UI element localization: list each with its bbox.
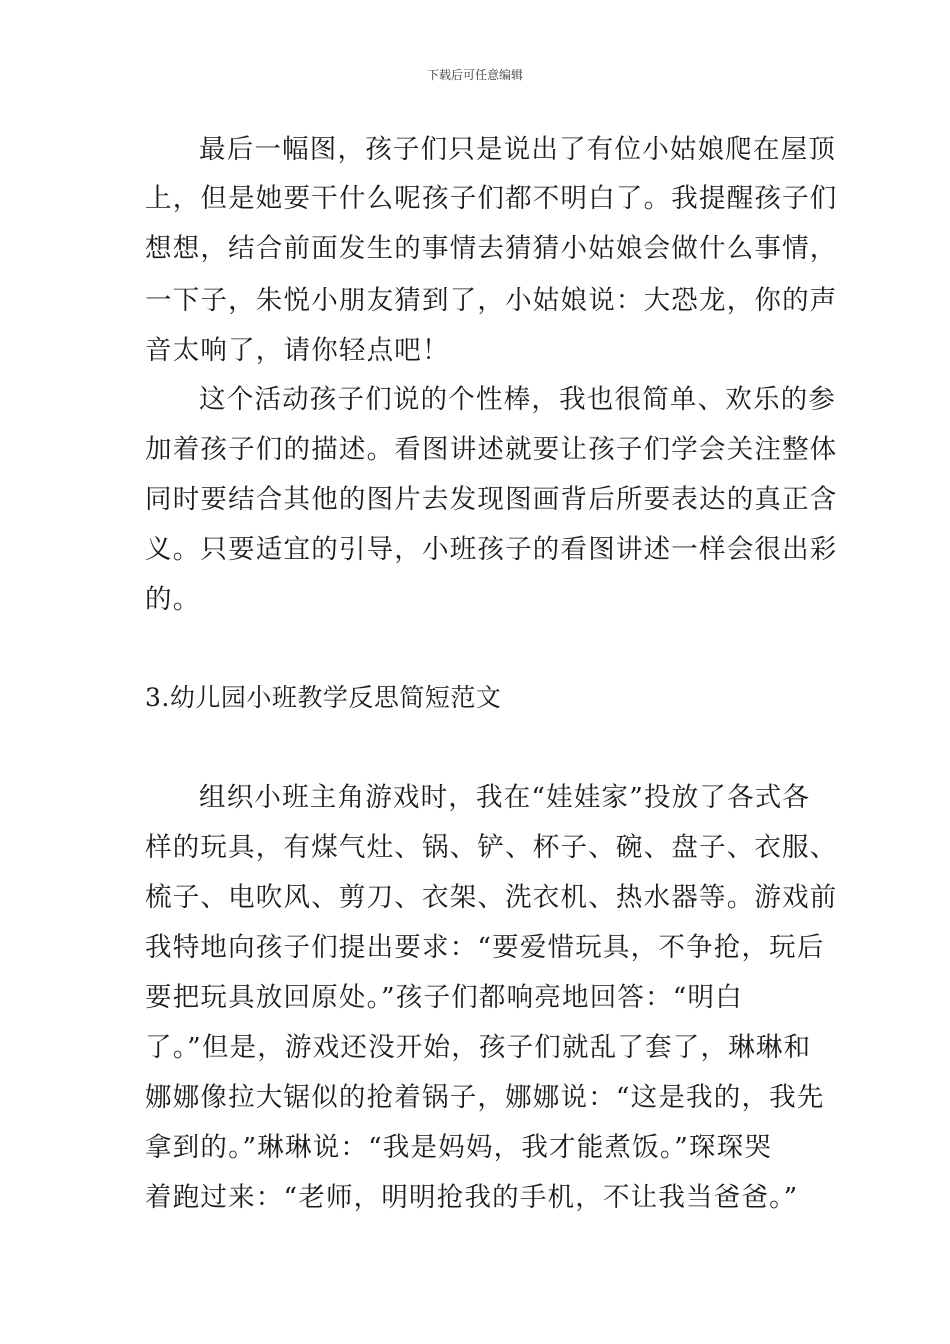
- paragraph-line: 娜娜像拉大锯似的抢着锅子，娜娜说：“这是我的，我先: [145, 1082, 825, 1113]
- paragraph-line: 着跑过来：“老师，明明抢我的手机，不让我当爸爸。”: [145, 1182, 799, 1213]
- paragraph-line: 这个活动孩子们说的个性棒，我也很简单、欢乐的参: [199, 384, 837, 415]
- paragraph-line: 最后一幅图，孩子们只是说出了有位小姑娘爬在屋顶: [199, 134, 837, 165]
- paragraph-line: 同时要结合其他的图片去发现图画背后所要表达的真正含: [145, 484, 838, 515]
- paragraph-line: 我特地向孩子们提出要求：“要爱惜玩具，不争抢，玩后: [145, 932, 825, 963]
- paragraph-line: 上，但是她要干什么呢孩子们都不明白了。我提醒孩子们: [145, 183, 838, 214]
- paragraph-line: 了。”但是，游戏还没开始，孩子们就乱了套了，琳琳和: [145, 1032, 812, 1063]
- paragraph-line: 加着孩子们的描述。看图讲述就要让孩子们学会关注整体: [145, 434, 838, 465]
- paragraph-line: 样的玩具，有煤气灶、锅、铲、杯子、碗、盘子、衣服、: [145, 832, 838, 863]
- paragraph-line: 梳子、电吹风、剪刀、衣架、洗衣机、热水器等。游戏前: [145, 882, 838, 913]
- paragraph-line: 音太响了，请你轻点吧！: [145, 335, 450, 366]
- paragraph-line: 组织小班主角游戏时，我在“娃娃家”投放了各式各: [199, 782, 811, 813]
- paragraph-line: 的。: [145, 584, 201, 615]
- page-header: 下载后可任意编辑: [426, 68, 523, 82]
- paragraph-line: 拿到的。”琳琳说：“我是妈妈，我才能煮饭。”琛琛哭: [145, 1132, 773, 1163]
- paragraph-line: 要把玩具放回原处。”孩子们都响亮地回答：“明白: [145, 982, 743, 1013]
- paragraph-line: 义。只要适宜的引导，小班孩子的看图讲述一样会很出彩: [145, 534, 838, 565]
- section-heading: 3.幼儿园小班教学反思简短范文: [145, 683, 502, 712]
- paragraph-line: 想想，结合前面发生的事情去猜猜小姑娘会做什么事情，: [145, 233, 838, 264]
- paragraph-line: 一下子，朱悦小朋友猜到了，小姑娘说：大恐龙，你的声: [145, 285, 838, 316]
